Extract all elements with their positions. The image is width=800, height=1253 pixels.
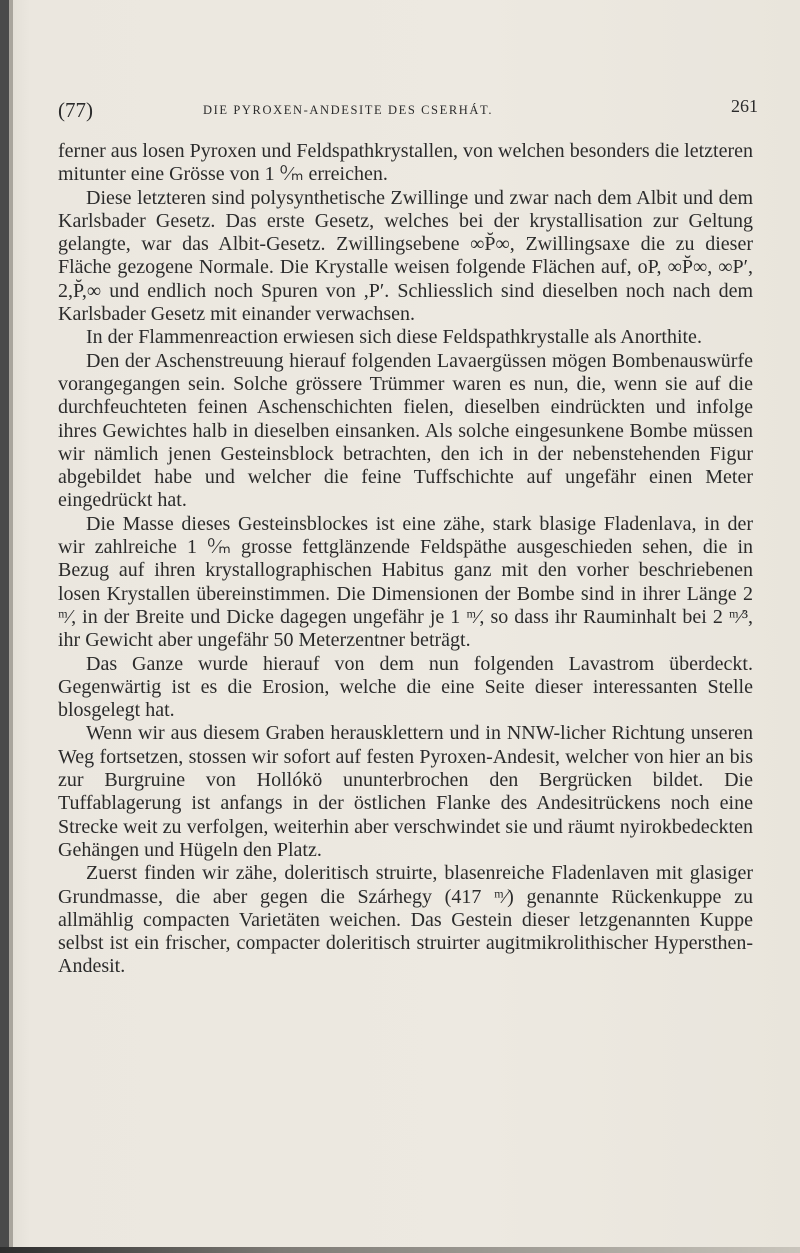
body-text [58,140,753,979]
paragraph: In der Flammenreaction erwiesen sich diese Feldspathkrystalle als Anorthite. [86,326,702,349]
running-head: DIE PYROXEN-ANDESITE DES CSERHÁT. [203,103,494,117]
page-header [58,96,758,128]
paragraph: Wenn wir aus diesem Graben herausklettern und in NNW-licher Richtung unseren Weg fortsetzen, stossen wir sofort auf festen Pyroxen-Andesit, welcher von hier an bis zur Burgruine von Hollókö ununterbrochen den Bergrücken bildet. Die Tuffablagerung ist anfangs in der östlichen Flanke des Andesitrückens noch eine Strecke weit zu verfolgen, weiterhin aber verschwindet sie und räumt nyirokbedeckten Gehängen und Hügeln den Platz. [58,722,753,861]
page-number: 261 [731,96,758,116]
scan-bottom-edge [0,1247,800,1253]
section-number: (77) [58,98,93,122]
paragraph: Die Masse dieses Gesteinsblockes ist eine zähe, stark blasige Fladenlava, in der wir zahlreiche 1 ⁰⁄ₘ grosse fettglänzende Feldspäthe ausgeschieden sehen, die in Bezug auf ihren krystallographischen Habitus ganz mit den vorher beschriebenen losen Krystallen übereinstimmen. Die Dimensionen der Bombe sind in ihrer Länge 2 ᵐ⁄, in der Breite und Dicke dagegen ungefähr je 1 ᵐ⁄, so dass ihr Rauminhalt bei 2 ᵐ⁄³, ihr Gewicht aber ungefähr 50 Meterzentner beträgt. [58,512,753,652]
paragraph: Diese letzteren sind polysynthetische Zwillinge und zwar nach dem Albit und dem Karlsbader Gesetz. Das erste Gesetz, welches bei der krystallisation zur Geltung gelangte, war das Albit-Gesetz. Zwillingsebene ∞P̆∞, Zwillingsaxe die zu dieser Fläche gezogene Normale. Die Krystalle weisen folgende Flächen auf, oP, ∞P̆∞, ∞P′, 2,P̆,∞ und endlich noch Spuren von ,P′. Schliesslich sind dieselben noch nach dem Karlsbader Gesetz mit einander verwachsen. [58,186,753,326]
book-spine-edge [9,0,13,1253]
paragraph: ferner aus losen Pyroxen und Feldspathkrystallen, von welchen besonders die letzteren mitunter eine Grösse von 1 ⁰⁄ₘ erreichen. [58,140,753,186]
paragraph: Das Ganze wurde hierauf von dem nun folgenden Lavastrom überdeckt. Gegenwärtig ist es die Erosion, welche die eine Seite dieser interessanten Stelle blosgelegt hat. [58,652,753,722]
paragraph: Den der Aschenstreuung hierauf folgenden Lavaergüssen mögen Bombenauswürfe vorangegangen sein. Solche grössere Trümmer waren es nun, die, wenn sie auf die durchfeuchteten feinen Aschenschichten fielen, dieselben eindrückten und infolge ihres Gewichtes halb in dieselben einsanken. Als solche eingesunkene Bombe müssen wir nämlich jenen Gesteinsblock betrachten, den ich in der nebenstehenden Figur abgebildet habe und welcher die feine Tuffschichte auf ungefähr einen Meter eingedrückt hat. [58,349,753,512]
book-spine-shadow [0,0,9,1253]
paragraph: Zuerst finden wir zähe, doleritisch struirte, blasenreiche Fladenlaven mit glasiger Grundmasse, die aber gegen die Szárhegy (417 ᵐ⁄) genannte Rückenkuppe zu allmählig compacten Varietäten weichen. Das Gestein dieser letzgenannten Kuppe selbst ist ein frischer, compacter doleritisch struirter augitmikrolithischer Hypersthen-Andesit. [58,862,753,978]
